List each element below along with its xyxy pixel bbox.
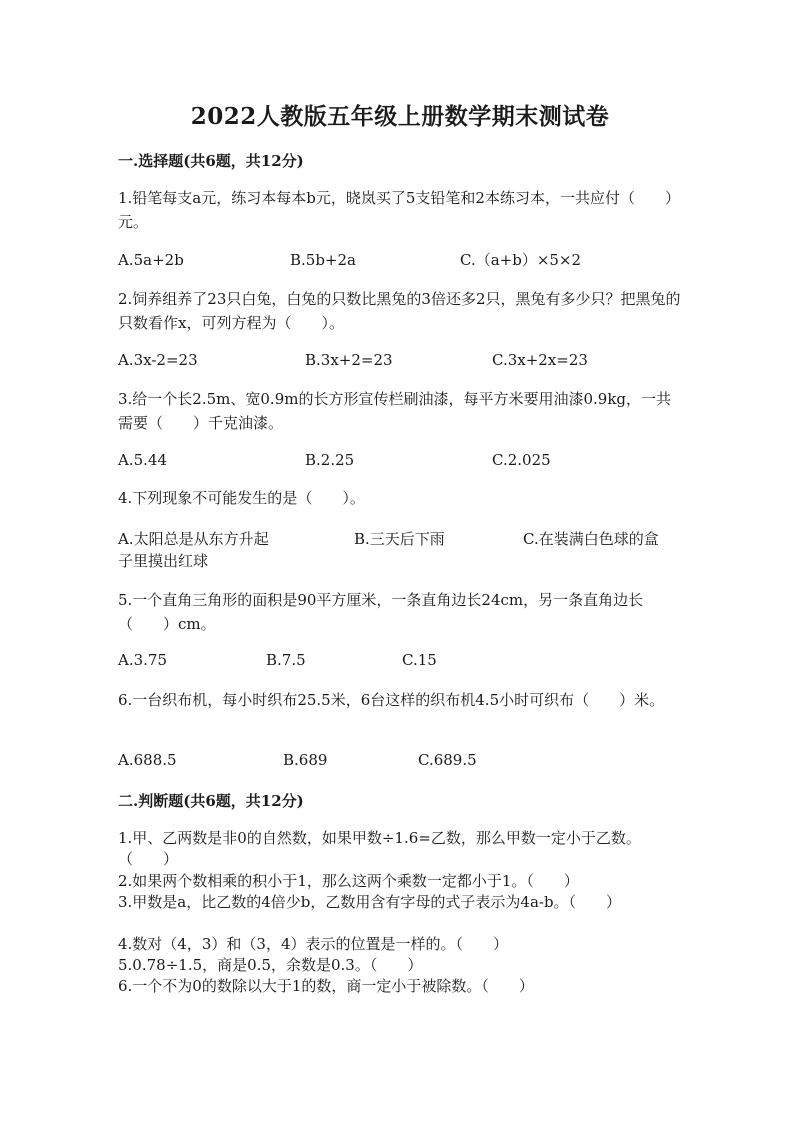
- option-b: B.5b+2a: [290, 251, 356, 269]
- section-title-choice: 一.选择题(共6题，共12分): [118, 152, 304, 170]
- question-stem: 3.给一个长2.5m、宽0.9m的长方形宣传栏刷油漆，每平方米要用油漆0.9kg，一共需要（ ）千克油漆。: [118, 390, 672, 432]
- option-c: C.（a+b）×5×2: [460, 251, 582, 269]
- option-c-continued: 子里摸出红球: [118, 552, 209, 570]
- option-b: B.7.5: [266, 651, 306, 669]
- option-a: A.3x-2=23: [118, 351, 198, 369]
- section-title-judgment: 二.判断题(共6题，共12分): [118, 792, 304, 810]
- option-c: C.在装满白色球的盒: [523, 530, 659, 548]
- question-stem: 6.一台织布机，每小时织布25.5米，6台这样的织布机4.5小时可织布（ ）米。: [118, 691, 665, 709]
- option-b: B.689: [283, 751, 328, 769]
- option-a: A.688.5: [118, 751, 177, 769]
- judgment-item: 4.数对（4，3）和（3，4）表示的位置是一样的。（ ）: [118, 935, 508, 953]
- option-a: A.5.44: [118, 451, 167, 469]
- question-stem: 1.铅笔每支a元，练习本每本b元，晓岚买了5支铅笔和2本练习本，一共应付（ ）元。: [118, 189, 680, 231]
- option-c: C.689.5: [418, 751, 477, 769]
- option-a: A.3.75: [118, 651, 167, 669]
- question-stem: 2.饲养组养了23只白兔，白兔的只数比黑兔的3倍还多2只，黑兔有多少只？把黑兔的只数看作x，可列方程为（ ）。: [118, 290, 681, 332]
- option-c: C.15: [402, 651, 437, 669]
- option-b: B.2.25: [305, 451, 355, 469]
- page-title: 2022人教版五年级上册数学期末测试卷: [190, 103, 610, 130]
- judgment-item: 2.如果两个数相乘的积小于1，那么这两个乘数一定都小于1。（ ）: [118, 872, 579, 890]
- option-b: B.三天后下雨: [354, 530, 445, 548]
- judgment-item: 3.甲数是a，比乙数的4倍少b，乙数用含有字母的式子表示为4a-b。（ ）: [118, 893, 622, 911]
- question-stem: 4.下列现象不可能发生的是（ ）。: [118, 489, 365, 507]
- judgment-item: 1.甲、乙两数是非0的自然数，如果甲数÷1.6=乙数，那么甲数一定小于乙数。（ ）: [118, 829, 641, 868]
- option-b: B.3x+2=23: [305, 351, 393, 369]
- option-c: C.3x+2x=23: [492, 351, 588, 369]
- judgment-item: 6.一个不为0的数除以大于1的数，商一定小于被除数。（ ）: [118, 977, 534, 995]
- option-a: A.5a+2b: [118, 251, 184, 269]
- option-c: C.2.025: [492, 451, 551, 469]
- judgment-item: 5.0.78÷1.5，商是0.5，余数是0.3。（ ）: [118, 956, 423, 974]
- option-a: A.太阳总是从东方升起: [118, 530, 269, 548]
- question-stem: 5.一个直角三角形的面积是90平方厘米，一条直角边长24cm，另一条直角边长（ ）cm。: [118, 591, 644, 633]
